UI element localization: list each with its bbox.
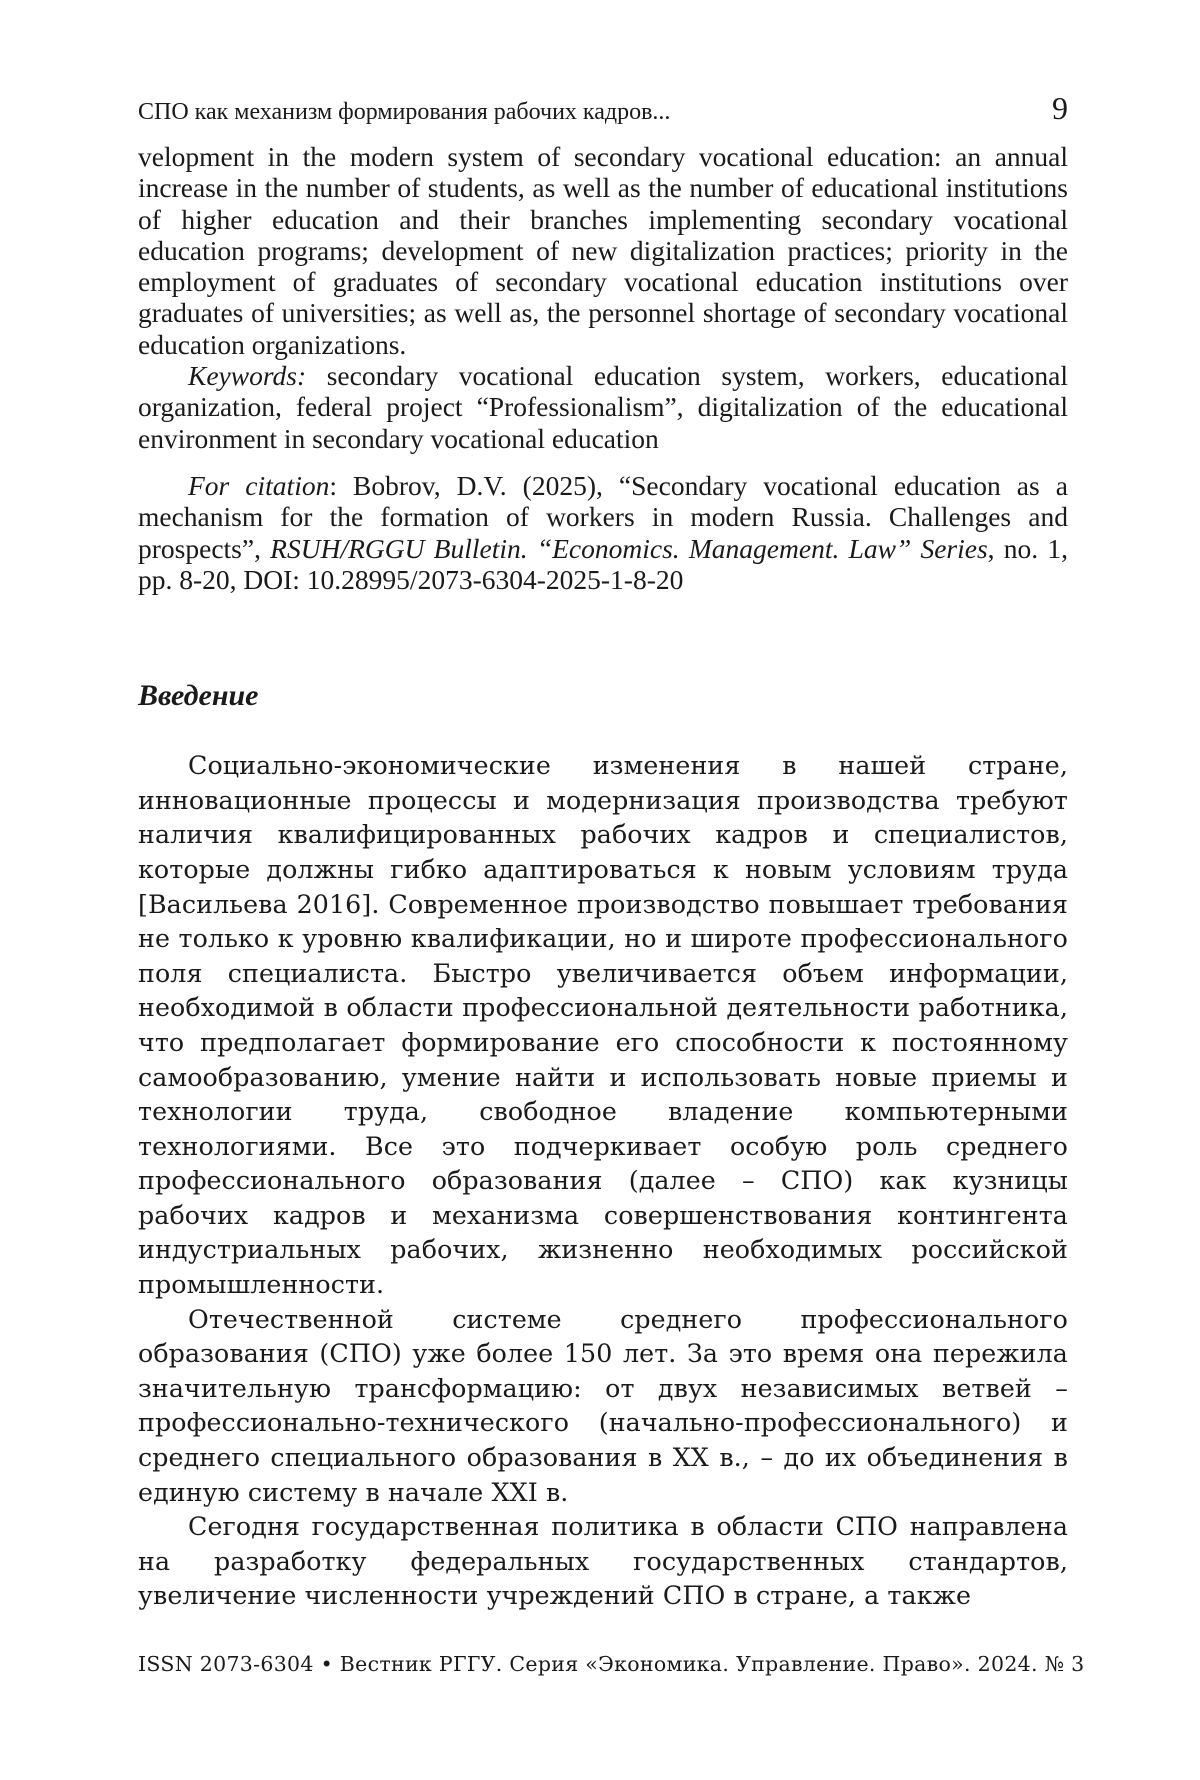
section-title: Введение — [138, 679, 259, 713]
running-title: СПО как механизм формирования рабочих кадров... — [138, 99, 671, 125]
keywords — [138, 360, 1068, 454]
citation-text-2: , no. 1, pp. 8-20, DOI: 10.28995/2073-6304-2025-1-8-20 — [138, 532, 1068, 595]
citation — [138, 470, 1068, 595]
body-text — [138, 749, 1068, 1614]
page-content — [138, 90, 1068, 1614]
keywords-text: secondary vocational education system, workers, educational organization, federal project “Professionalism”, digitalization of the educational environment in secondary vocational education — [138, 360, 1068, 454]
running-head — [138, 90, 1068, 127]
keywords-label: Keywords: — [188, 360, 307, 392]
paragraph: Отечественной системе среднего профессионального образования (СПО) уже более 150 лет. За это время она пережила значительную трансформацию: от двух независимых ветвей – профессионально-технического (начально-профессионального) и среднего специального образования в XX в., – до их объединения в единую систему в начале XXI в. — [138, 1304, 1068, 1507]
citation-journal: RSUH/RGGU Bulletin. “Economics. Management. Law” Series — [270, 532, 988, 564]
abstract-continuation: velopment in the modern system of secondary vocational education: an annual increase in the number of students, as well as the number of educational institutions of higher education and their branches implementing secondary vocational education programs; development of new digitalization practices; priority in the employment of graduates of secondary vocational education institutions over graduates of universities; as well as, the personnel shortage of secondary vocational education organizations. — [138, 141, 1068, 360]
paragraph: Социально-экономические изменения в нашей стране, инновационные процессы и модернизация производства требуют наличия квалифицированных рабочих кадров и специалистов, которые должны гибко адаптироваться к новым условиям труда [Васильева 2016]. Современное производство повышает требования не только к уровню квалификации, но и широте профессионального поля специалиста. Быстро увеличивается объем информации, необходимой в области профессиональной деятельности работника, что предполагает формирование его способности к постоянному самообразованию, умение найти и использовать новые приемы и технологии труда, свободное владение компьютерными технологиями. Все это подчеркивает особую роль среднего профессионального образования (далее – СПО) как кузницы рабочих кадров и механизма совершенствования контингента индустриальных рабочих, жизненно необходимых российской промышленности. — [138, 751, 1068, 1300]
page-footer: ISSN 2073-6304 • Вестник РГГУ. Серия «Экономика. Управление. Право». 2024. № 3 — [138, 1652, 1085, 1676]
citation-label: For citation — [188, 469, 330, 501]
citation-text-1: : Bobrov, D.V. (2025), “Secondary vocational education as a mechanism for the formation of workers in modern Russia. Challenges and prospects”, — [138, 469, 1068, 564]
page-number: 9 — [1052, 90, 1068, 126]
abstract — [138, 141, 1068, 595]
paragraph: Сегодня государственная политика в области СПО направлена на разработку федеральных государственных стандартов, увеличение численности учреждений СПО в стране, а также — [138, 1512, 1068, 1611]
